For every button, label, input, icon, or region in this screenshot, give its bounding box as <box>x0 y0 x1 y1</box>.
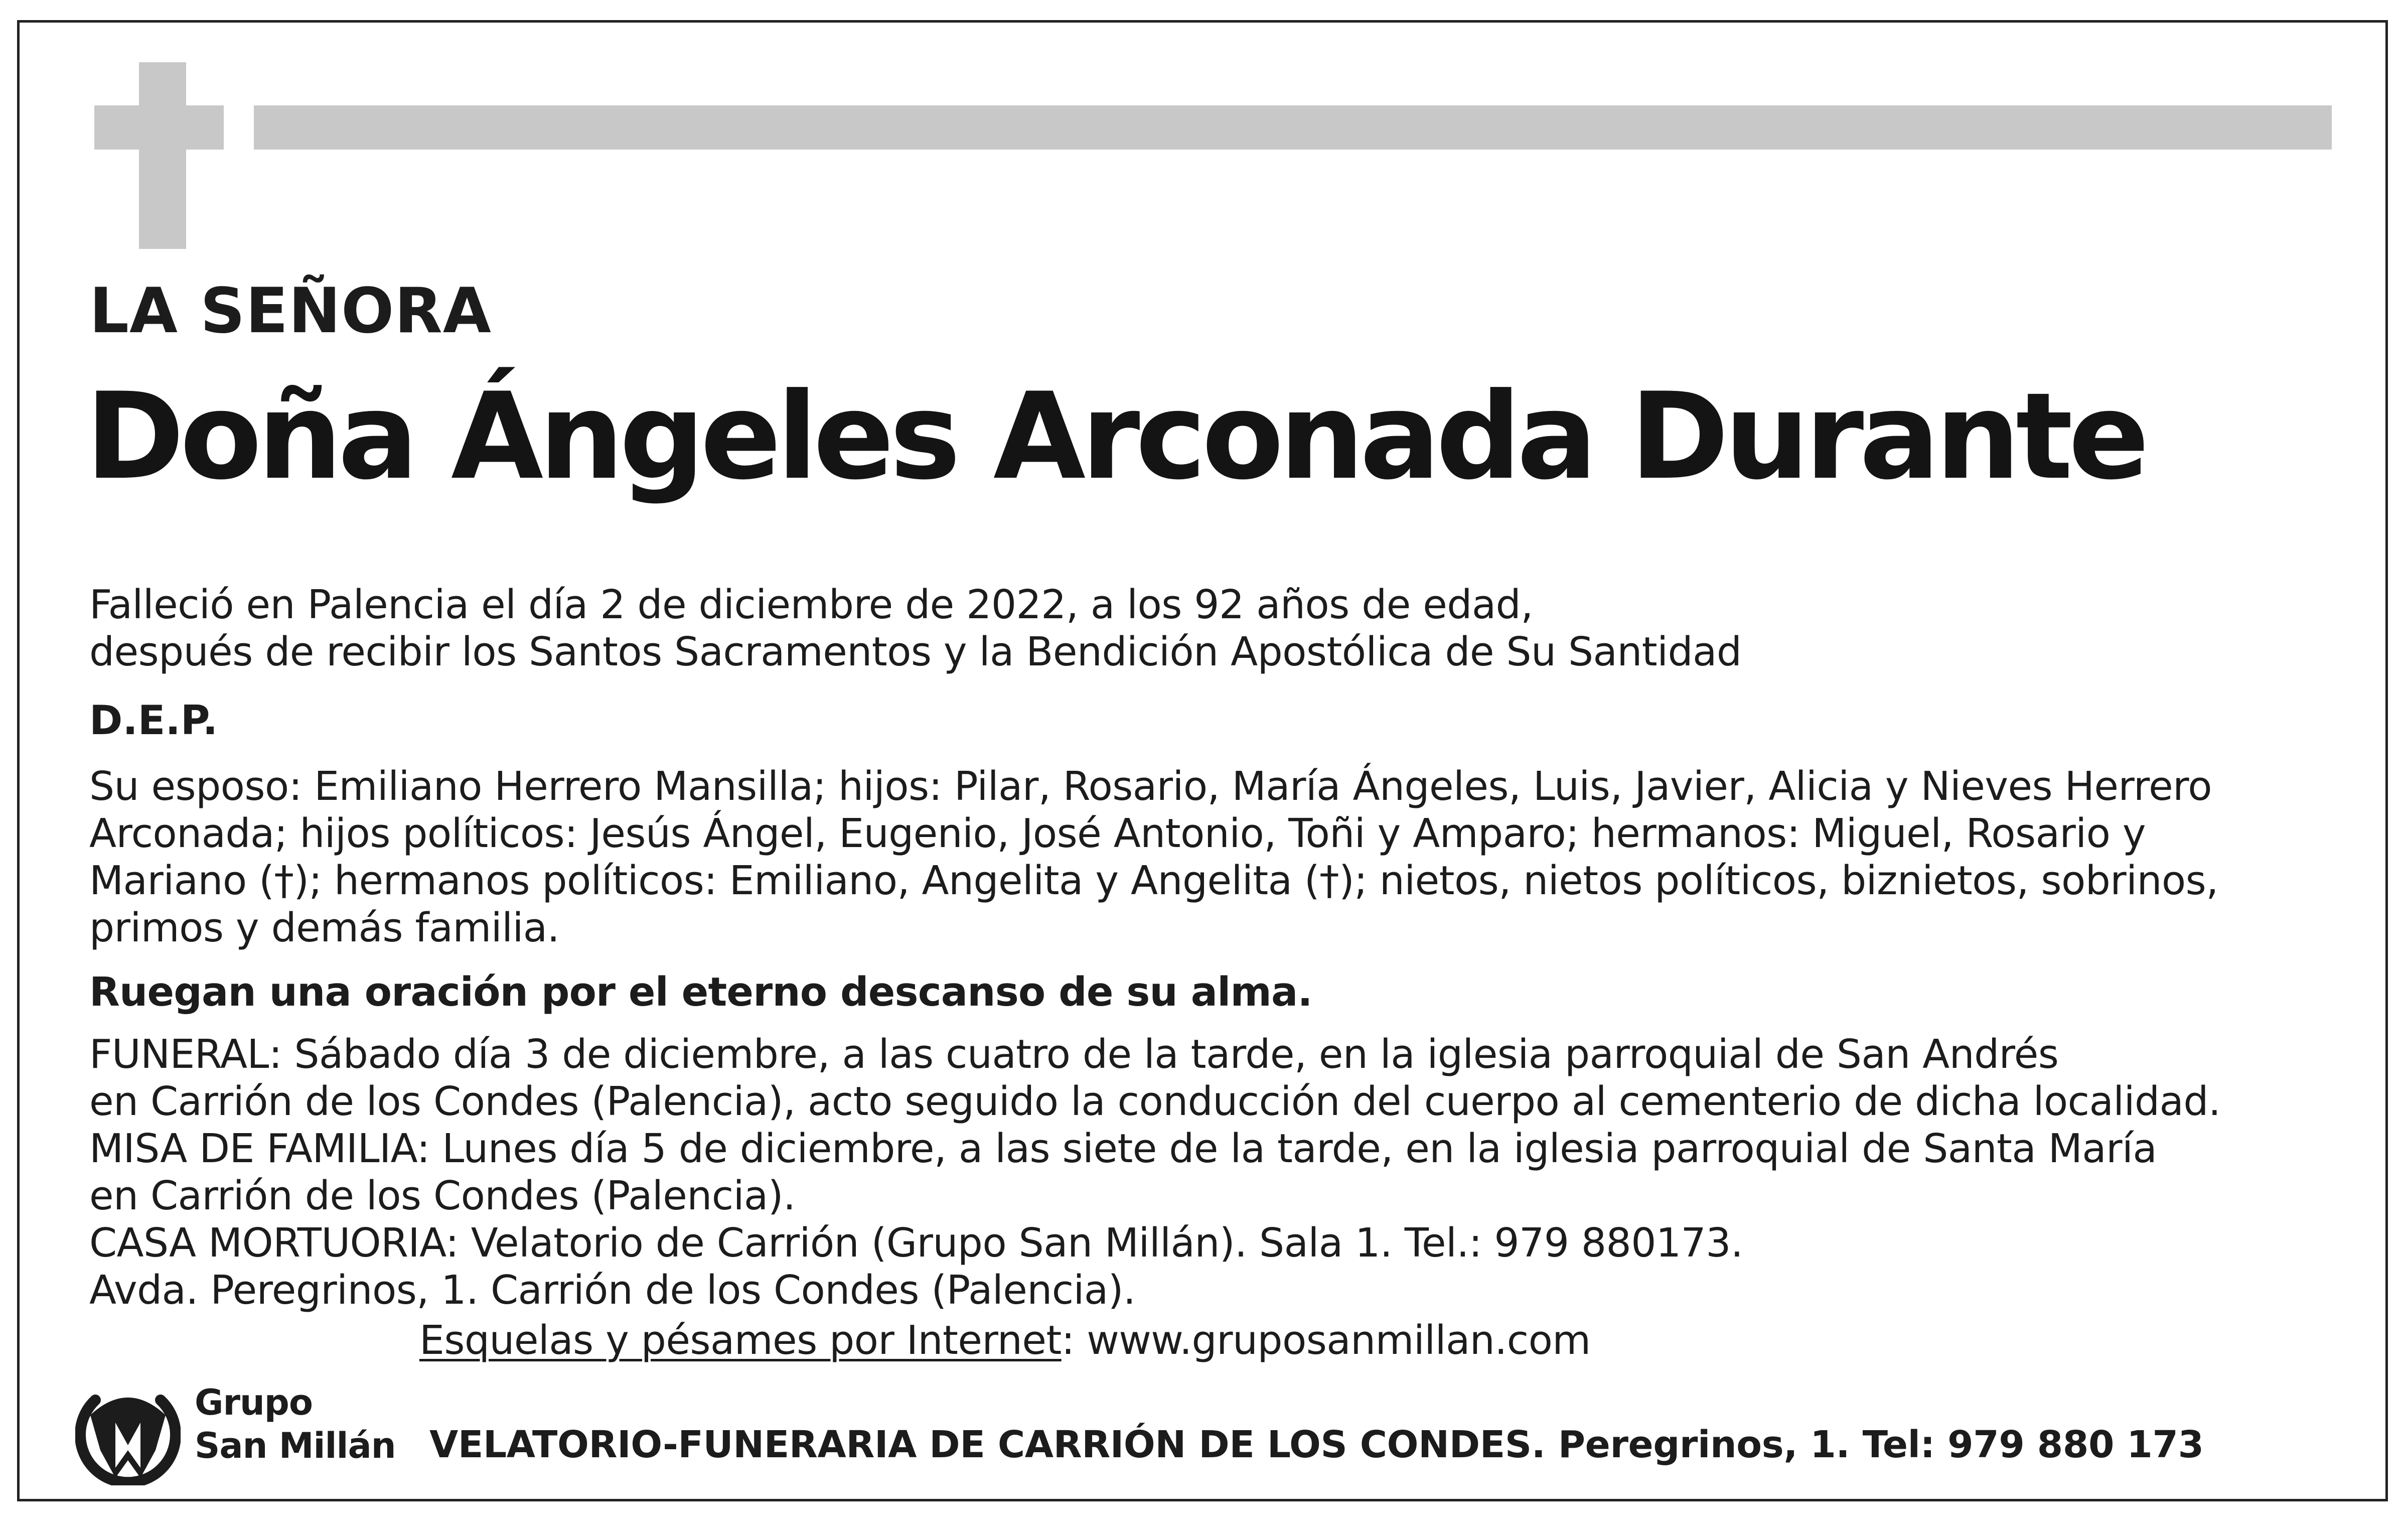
death-notice <box>89 581 1741 675</box>
website-url[interactable]: www.gruposanmillan.com <box>1087 1317 1591 1363</box>
service-line: MISA DE FAMILIA: Lunes día 5 de diciembre, a las siete de la tarde, en la iglesia parroquial de Santa María <box>89 1126 2157 1172</box>
cross-icon-vertical <box>139 62 186 249</box>
header-divider-bar <box>254 105 2332 150</box>
service-line: en Carrión de los Condes (Palencia), acto seguido la conducción del cuerpo al cementerio de dicha localidad. <box>89 1078 2221 1125</box>
death-notice-line: después de recibir los Santos Sacramentos y la Bendición Apostólica de Su Santidad <box>89 629 1742 675</box>
deceased-name: Doña Ángeles Arconada Durante <box>85 367 2145 506</box>
death-notice-line: Falleció en Palencia el día 2 de diciembre de 2022, a los 92 años de edad, <box>89 582 1533 628</box>
funeral-home-footer: VELATORIO-FUNERARIA DE CARRIÓN DE LOS CONDES. Peregrinos, 1. Tel: 979 880 173 <box>429 1423 2204 1466</box>
logo-text <box>195 1381 396 1467</box>
cross-icon-horizontal <box>94 105 224 150</box>
service-line: en Carrión de los Condes (Palencia). <box>89 1173 796 1219</box>
family-list <box>89 763 2218 951</box>
family-line: Su esposo: Emiliano Herrero Mansilla; hijos: Pilar, Rosario, María Ángeles, Luis, Javier, Alicia y Nieves Herrero <box>89 763 2212 809</box>
family-line: primos y demás familia. <box>89 905 560 951</box>
salutation: LA SEÑORA <box>89 275 492 347</box>
condolences-link[interactable]: Esquelas y pésames por Internet <box>419 1317 1062 1363</box>
internet-condolences <box>419 1317 1591 1363</box>
family-line: Arconada; hijos políticos: Jesús Ángel, Eugenio, José Antonio, Toñi y Amparo; hermanos: Miguel, Rosario y <box>89 810 2146 857</box>
logo-text-line: San Millán <box>195 1425 396 1466</box>
internet-separator: : <box>1061 1317 1087 1363</box>
prayer-request: Ruegan una oración por el eterno descanso de su alma. <box>89 969 1312 1015</box>
service-line: FUNERAL: Sábado día 3 de diciembre, a las cuatro de la tarde, en la iglesia parroquial de San Andrés <box>89 1031 2059 1077</box>
service-line: Avda. Peregrinos, 1. Carrión de los Condes (Palencia). <box>89 1267 1136 1313</box>
service-line: CASA MORTUORIA: Velatorio de Carrión (Grupo San Millán). Sala 1. Tel.: 979 880173. <box>89 1220 1743 1266</box>
dep-label: D.E.P. <box>89 697 218 744</box>
logo-text-line: Grupo <box>195 1382 313 1423</box>
grupo-san-millan-logo-icon <box>75 1375 181 1485</box>
service-details <box>89 1031 2220 1314</box>
family-line: Mariano (†); hermanos políticos: Emiliano, Angelita y Angelita (†); nietos, nietos políticos, biznietos, sobrinos, <box>89 858 2218 904</box>
